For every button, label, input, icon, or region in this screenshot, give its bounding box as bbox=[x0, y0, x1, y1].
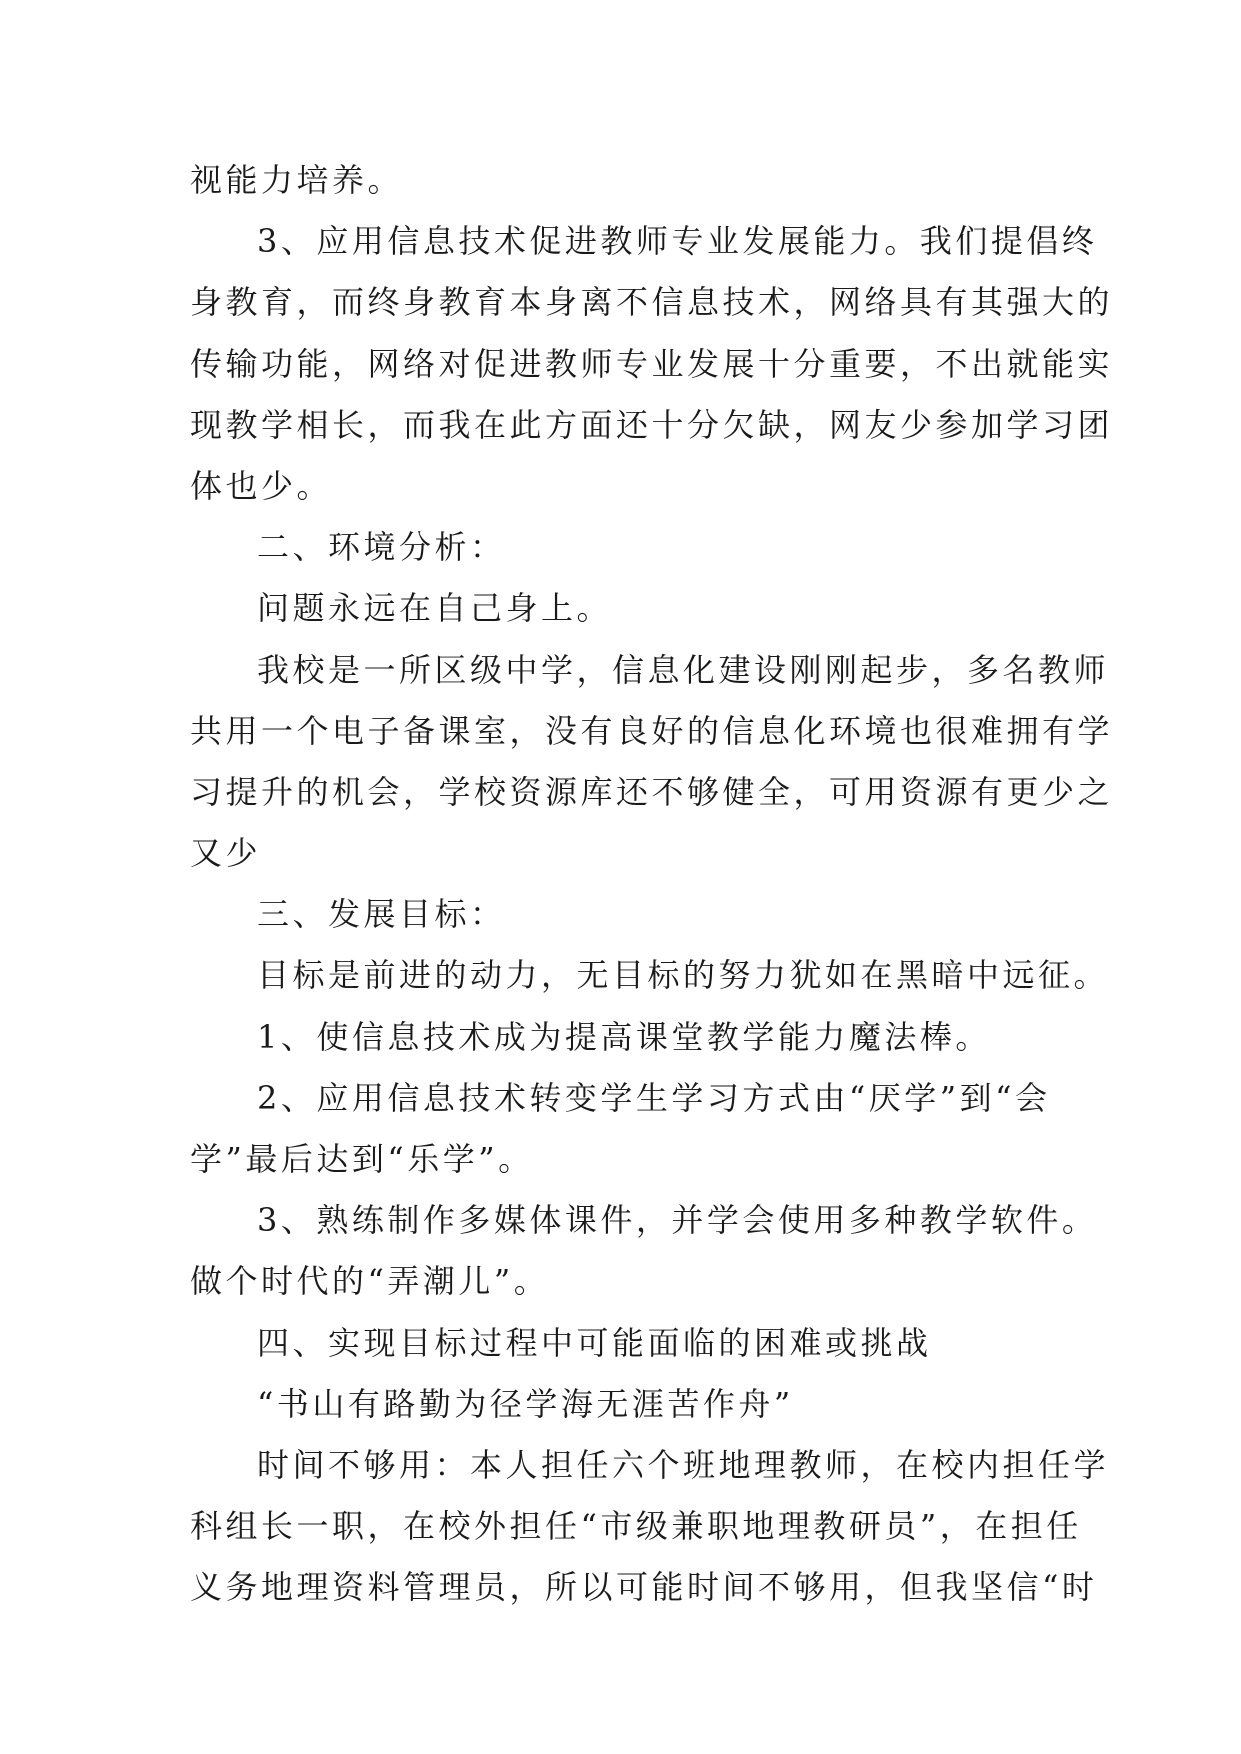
section-heading: 四、实现目标过程中可能面临的困难或挑战 bbox=[257, 1323, 932, 1362]
text-line: 做个时代的“弄潮儿”。 bbox=[190, 1262, 550, 1301]
text-line: 现教学相长，而我在此方面还十分欠缺，网友少参加学习团 bbox=[190, 405, 1114, 444]
body-text bbox=[190, 150, 1114, 1619]
text-line: 视能力培养。 bbox=[190, 161, 404, 199]
text-line: 科组长一职，在校外担任“市级兼职地理教研员”，在担任 bbox=[190, 1507, 1082, 1546]
text-line: 体也少。 bbox=[190, 466, 333, 505]
text-line: 义务地理资料管理员，所以可能时间不够用，但我坚信“时 bbox=[190, 1568, 1098, 1607]
section-heading: 二、环境分析： bbox=[257, 528, 506, 567]
text-line: 问题永远在自己身上。 bbox=[257, 589, 613, 628]
text-line: 3、应用信息技术促进教师专业发展能力。我们提倡终 bbox=[257, 222, 1098, 261]
text-line: 目标是前进的动力，无目标的努力犹如在黑暗中远征。 bbox=[257, 956, 1110, 995]
text-line: 1、使信息技术成为提高课堂教学能力魔法棒。 bbox=[257, 1017, 991, 1056]
text-line: 习提升的机会，学校资源库还不够健全，可用资源有更少之 bbox=[190, 772, 1114, 811]
text-line: 身教育，而终身教育本身离不信息技术，网络具有其强大的 bbox=[190, 283, 1114, 322]
section-heading: 三、发展目标： bbox=[257, 895, 506, 934]
text-line: 我校是一所区级中学，信息化建设刚刚起步，多名教师 bbox=[257, 650, 1110, 689]
text-line: 又少 bbox=[190, 834, 262, 873]
text-line: 2、应用信息技术转变学生学习方式由“厌学”到“会 bbox=[257, 1078, 1051, 1117]
text-line: 传输功能，网络对促进教师专业发展十分重要，不出就能实 bbox=[190, 344, 1114, 383]
text-line: 3、熟练制作多媒体课件，并学会使用多种教学软件。 bbox=[257, 1201, 1098, 1240]
text-line: 学”最后达到“乐学”。 bbox=[190, 1140, 534, 1178]
text-line: 共用一个电子备课室，没有良好的信息化环境也很难拥有学 bbox=[190, 711, 1114, 750]
text-line: 时间不够用：本人担任六个班地理教师，在校内担任学 bbox=[257, 1445, 1110, 1484]
text-line: “书山有路勤为径学海无涯苦作舟” bbox=[257, 1384, 794, 1423]
